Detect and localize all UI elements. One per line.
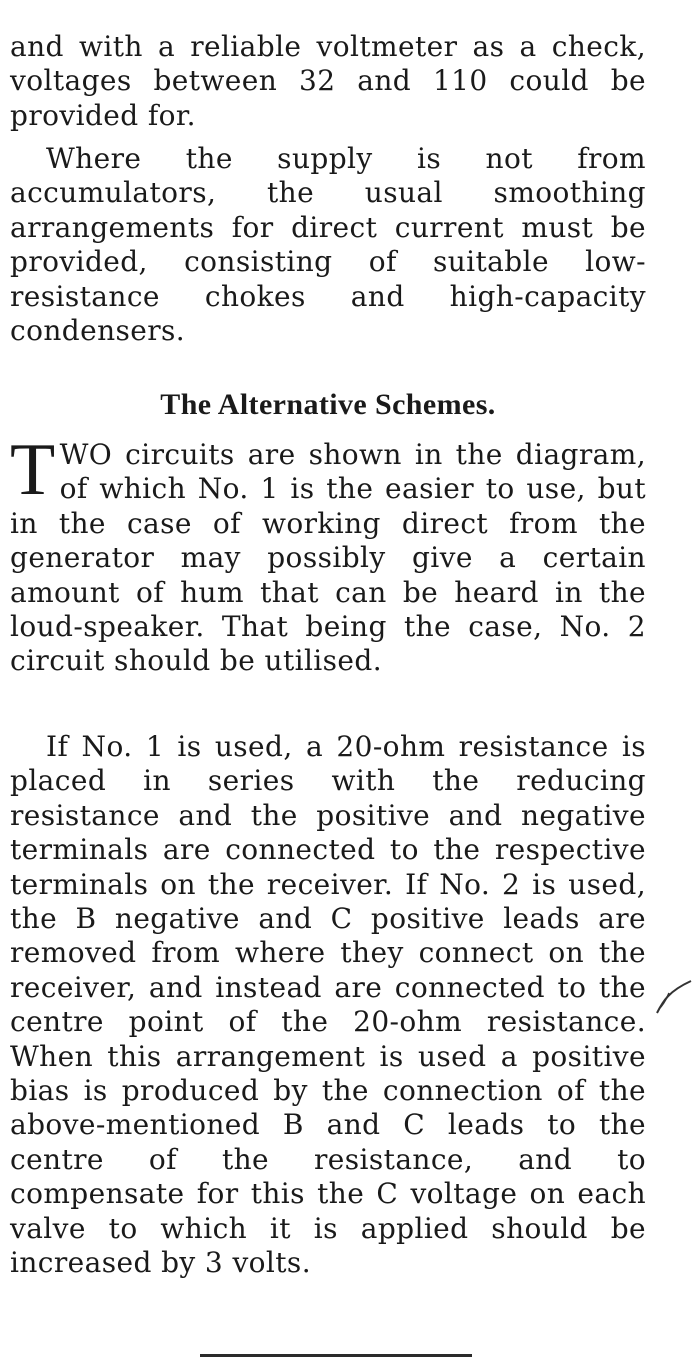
pen-mark-icon (655, 975, 693, 1015)
paragraph-connection-details: If No. 1 is used, a 20-ohm resistance is placed in series with the reducing resistance and the positive and negative terminals are connected to the respective terminals on the receiver. If No. 2 is used, the B negative and C positive leads are removed from where they connect on the receiver, and instead are connected to the centre point of the 20-ohm resistance. When this arrangement is used a positive bias is produced by the connection of the above-mentioned B and C leads to the centre of the resistance, and to compensate for this the C voltage on each valve to which it is applied should be increased by 3 volts. (10, 730, 646, 1280)
paragraph-voltmeter: and with a reliable voltmeter as a check, voltages between 32 and 110 could be provided for. (10, 30, 646, 132)
paragraph-smoothing: Where the supply is not from accumulators, the usual smoothing arrangements for direct current must be provided, consisting of suitable low-resistance chokes and high-capacity condensers. (10, 142, 646, 348)
paragraph-two-circuits-text: WO circuits are shown in the diagram, of which No. 1 is the easier to use, but in the case of working direct from the generator may possibly give a certain amount of hum that can be heard in the loud-speaker. That being the case, No. 2 circuit should be utilised. (10, 438, 646, 678)
section-heading: The Alternative Schemes. (160, 388, 496, 421)
section-divider (200, 1354, 472, 1357)
drop-cap: T (10, 429, 56, 511)
paragraph-two-circuits (10, 429, 646, 679)
